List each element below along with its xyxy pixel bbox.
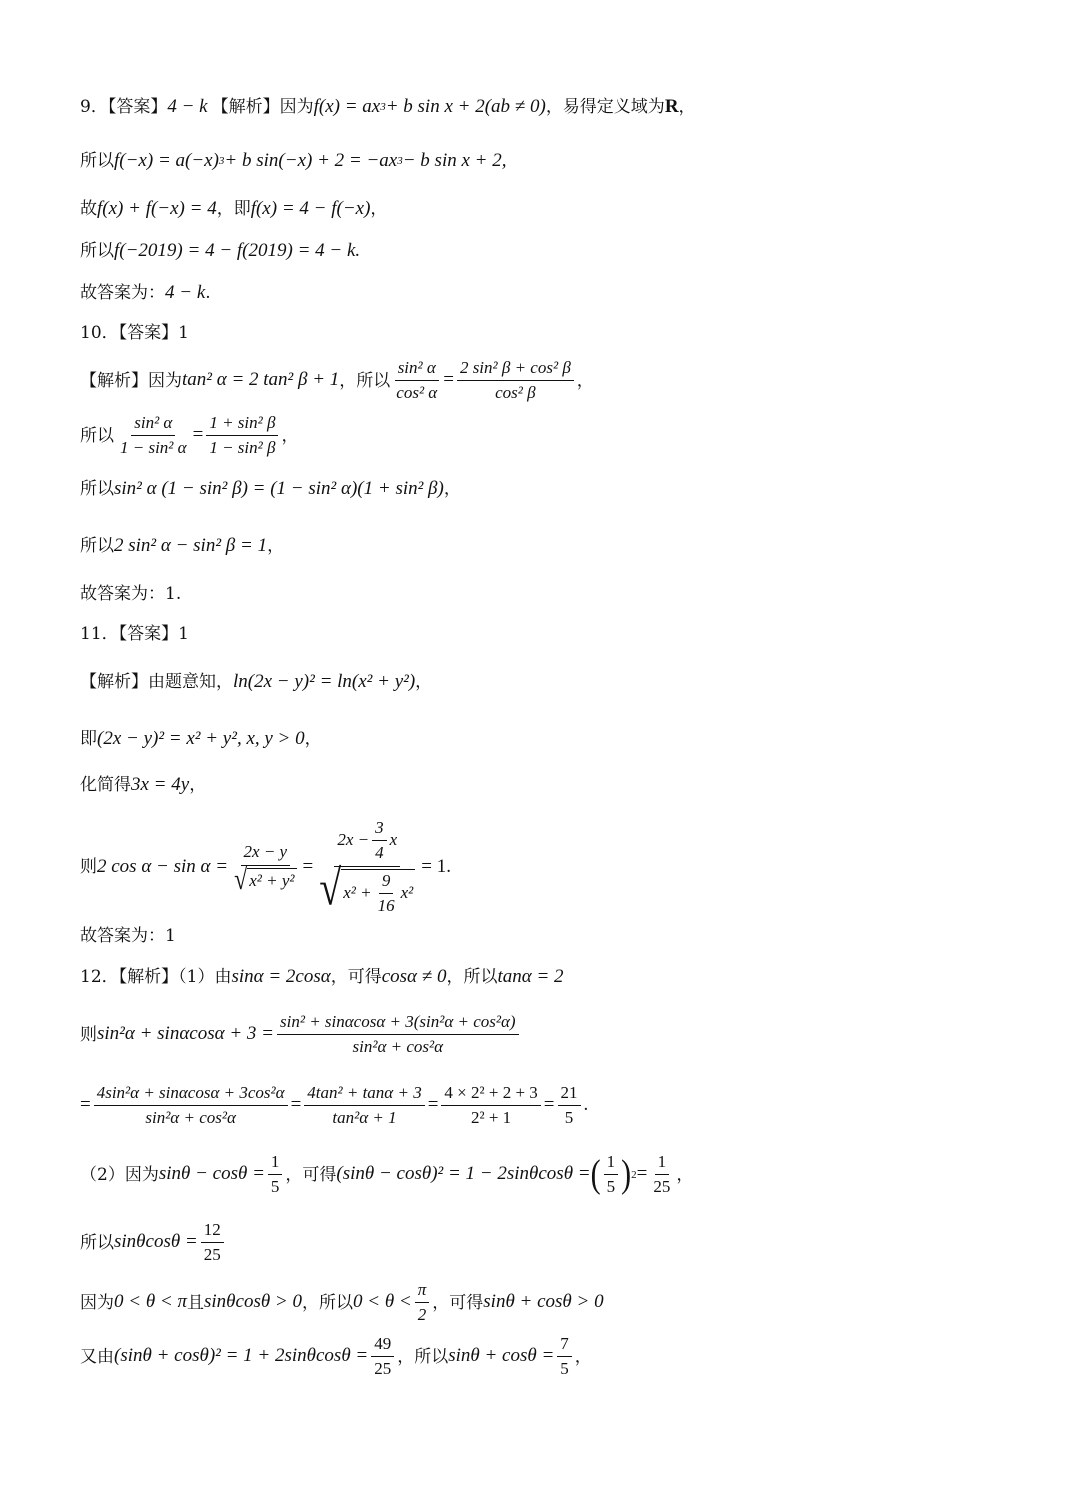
p9-line5: 故答案为： 4 − k . <box>80 282 211 304</box>
p12-line6: 因为 0 < θ < π 且 sinθcosθ > 0 ，所以 0 < θ < $\frac{\pi}{2}$ ，可得 sinθ + cosθ > 0 <box>80 1280 604 1325</box>
p11-line3: 化简得 3x = 4y ， <box>80 774 207 796</box>
p9-line2: 所以 f(−x) = a(−x) 3 + b sin(−x) + 2 = −ax 3 − b sin x + 2, <box>80 150 507 172</box>
p12-line7: 又由 (sinθ + cosθ)² = 1 + 2sinθcosθ = $\frac{49}{25}$ ，所以 sinθ + cosθ = $\frac{7}{5}$ ， <box>80 1334 592 1379</box>
p11-head: 11．【答案】1 <box>80 624 189 644</box>
p10-line3: 所以 sin² α (1 − sin² β) = (1 − sin² α)(1 + sin² β) ， <box>80 478 461 500</box>
p12-line1: 12．【解析】（1）由 sinα = 2cosα ，可得 cosα ≠ 0 ，所以 tanα = 2 <box>80 966 564 988</box>
fraction: $\frac{\pi}{2}$ <box>415 1280 430 1326</box>
sqrt: √ x² + y² <box>234 863 295 897</box>
fraction: $\frac{1}{25}$ <box>653 1152 671 1197</box>
fraction: $\frac{\text{sin² α}}{\text{1 − sin² α}}$ <box>120 413 187 458</box>
real-set: R <box>664 96 679 117</box>
fraction: $\frac{\text{4 × 2² + 2 + 3}}{\text{2² + 1}}$ <box>441 1083 540 1129</box>
fraction: $\frac{\text{sin² + sinαcosα + 3(sin²α + cos²α)}}{\text{sin²α + cos²α}}$ <box>277 1012 519 1058</box>
fraction: $\frac{7}{5}$ <box>557 1334 572 1380</box>
p9-line3: 故 f(x) + f(−x) = 4 ，即 f(x) = 4 − f(−x) ， <box>80 198 388 220</box>
p11-line4: 则 2 cos α − sin α = 2x − y √ x² + y² = 2x − $\frac{3}{4}$ x √ x² + $\frac{9}{16}$ x² = 1. <box>80 818 451 916</box>
p9-func: f(x) = ax <box>313 96 381 117</box>
p9-answer: 4 − k <box>167 96 208 117</box>
p12-line4: （2）因为 sinθ − cosθ = $\frac{1}{5}$ ，可得 (sinθ − cosθ)² = 1 − 2sinθcosθ = ( $\frac{1}{5}$ ) 2 = $\frac{1}{25}$ ， <box>80 1152 694 1197</box>
p10-line4: 所以 2 sin² α − sin² β = 1 ， <box>80 535 285 557</box>
p10-head: 10．【答案】1 <box>80 323 189 343</box>
fraction: $\frac{\text{1 + sin² β}}{\text{1 − sin² β}}$ <box>206 413 278 459</box>
fraction: $\frac{\text{sin² α}}{\text{cos² α}}$ <box>396 358 438 403</box>
p11-line2: 即 (2x − y)² = x² + y², x, y > 0 ， <box>80 728 322 750</box>
fraction: $\frac{12}{25}$ <box>201 1220 224 1266</box>
p9-label: 9．【答案】 <box>80 97 168 118</box>
sqrt: √ x² + $\frac{9}{16}$ x² <box>319 859 414 916</box>
fraction: $\frac{1}{5}$ <box>268 1152 283 1198</box>
p10-line5: 故答案为：1. <box>80 584 182 604</box>
fraction: $\frac{\text{2 sin² β + cos² β}}{\text{cos² β}}$ <box>457 358 574 404</box>
p9-line1: 9．【答案】 4 − k 【解析】因为 f(x) = ax 3 + b sin x + 2(ab ≠ 0) ，易得定义域为 R ， <box>80 96 696 118</box>
p12-line2: 则 sin²α + sinαcosα + 3 = $\frac{\text{sin² + sinαcosα + 3(sin²α + cos²α)}}{\text{sin²α + cos²α}}$ <box>80 1012 522 1058</box>
fraction: $\frac{21}{5}$ <box>558 1083 581 1129</box>
p10-line1: 【解析】因为 tan² α = 2 tan² β + 1 ，所以 $\frac{\text{sin² α}}{\text{cos² α}}$ = $\frac{\text{2 sin² β + cos² β}}{\text{cos² β}}$ ， <box>80 358 594 403</box>
fraction: 2x − y √ x² + y² <box>234 842 295 897</box>
p9-line4: 所以 f(−2019) = 4 − f(2019) = 4 − k. <box>80 240 361 262</box>
p12-line5: 所以 sinθcosθ = $\frac{12}{25}$ <box>80 1220 227 1266</box>
p12-line3: = $\frac{\text{4sin²α + sinαcosα + 3cos²α}}{\text{sin²α + cos²α}}$ = $\frac{\text{4tan² + tanα + 3}}{\text{tan²α + 1}}$ = $\frac{\text{4 × 2² + 2 + 3}}{\text{2² + 1}}$ = $\frac{21}{5}$ . <box>80 1083 589 1128</box>
fraction: $\frac{\text{4tan² + tanα + 3}}{\text{tan²α + 1}}$ <box>304 1083 424 1129</box>
p11-line5: 故答案为：1 <box>80 926 176 946</box>
fraction: $\frac{49}{25}$ <box>371 1334 394 1380</box>
p10-line2: 所以 $\frac{\text{sin² α}}{\text{1 − sin² α}}$ = $\frac{\text{1 + sin² β}}{\text{1 − sin² β}}$ ， <box>80 413 299 458</box>
p11-line1: 【解析】由题意知， ln(2x − y)² = ln(x² + y²) ， <box>80 671 433 693</box>
p9-analysis-tag: 【解析】因为 <box>211 97 314 118</box>
fraction: $\frac{\text{4sin²α + sinαcosα + 3cos²α}}{\text{sin²α + cos²α}}$ <box>94 1083 288 1129</box>
fraction: 2x − $\frac{3}{4}$ x √ x² + $\frac{9}{16}$ x² <box>319 818 414 916</box>
